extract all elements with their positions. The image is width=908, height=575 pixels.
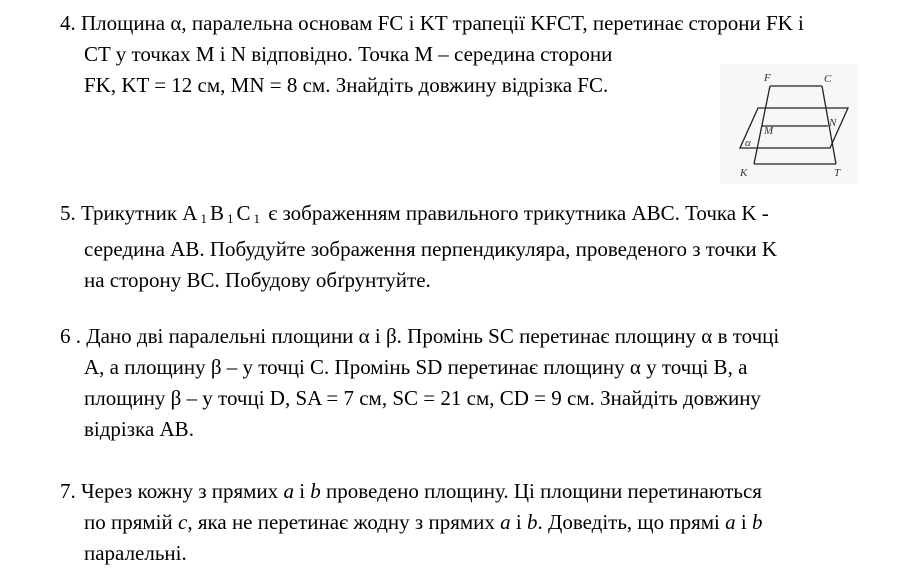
var-b: b bbox=[527, 510, 538, 534]
problem-5-line-2: середина AB. Побудуйте зображення перпендикуляра, проведеного з точки K bbox=[84, 237, 778, 261]
label-alpha: α bbox=[745, 137, 751, 149]
problem-7-text: і bbox=[510, 510, 527, 534]
problem-7-text: , яка не перетинає жодну з прямих bbox=[187, 510, 501, 534]
problem-7-text: і bbox=[735, 510, 752, 534]
problem-4-line-1: 4. Площина α, паралельна основам FC і KT трапеції KFCT, перетинає сторони FK і bbox=[60, 11, 804, 35]
subscript-1: 1 bbox=[226, 211, 234, 226]
problem-7-text: і bbox=[293, 479, 311, 503]
problem-4-line-2: CT у точках M і N відповідно. Точка M – середина сторони bbox=[84, 42, 613, 66]
problem-5-text-rest: є зображенням правильного трикутника ABC. Точка K - bbox=[262, 201, 769, 225]
var-b: b bbox=[751, 510, 763, 534]
subscript-1: 1 bbox=[253, 211, 260, 226]
problem-5-text-c: C bbox=[236, 201, 251, 225]
figure-background bbox=[720, 64, 858, 184]
problem-5 bbox=[60, 198, 777, 296]
label-k: K bbox=[740, 167, 748, 179]
var-a: a bbox=[725, 510, 736, 534]
problem-7-text: по прямій bbox=[84, 510, 178, 534]
label-c: C bbox=[824, 73, 832, 85]
problem-5-line-3: на сторону BC. Побудову обґрунтуйте. bbox=[84, 268, 431, 292]
subscript-1: 1 bbox=[200, 211, 207, 226]
problem-7-text: 7. Через кожну з прямих bbox=[60, 479, 284, 503]
var-c: c bbox=[178, 510, 188, 534]
problem-5-text-a: 5. Трикутник A bbox=[60, 201, 198, 225]
label-m: M bbox=[764, 125, 774, 137]
problem-7-text: проведено площину. Ці площини перетинаються bbox=[320, 479, 762, 503]
problem-7 bbox=[60, 476, 762, 569]
problem-5-line-1 bbox=[60, 198, 777, 234]
trapezoid-plane-figure bbox=[720, 64, 858, 184]
var-b: b bbox=[310, 479, 321, 503]
problem-7-text: . Доведіть, що прямі bbox=[537, 510, 726, 534]
problem-6 bbox=[60, 321, 779, 445]
var-a: a bbox=[500, 510, 511, 534]
label-t: T bbox=[834, 167, 841, 179]
problem-5-text-b: B bbox=[209, 201, 224, 225]
problem-6-line-4: відрізка AB. bbox=[84, 417, 194, 441]
problem-6-line-3: площину β – у точці D, SA = 7 см, SC = 21 см, CD = 9 см. Знайдіть довжину bbox=[84, 386, 761, 410]
problem-6-line-1: 6 . Дано дві паралельні площини α і β. Промінь SC перетинає площину α в точці bbox=[60, 324, 780, 348]
problem-4-line-3: FK, KT = 12 см, MN = 8 см. Знайдіть довжину відрізка FC. bbox=[84, 73, 609, 97]
label-n: N bbox=[829, 117, 837, 129]
label-f: F bbox=[764, 72, 771, 84]
var-a: a bbox=[283, 479, 294, 503]
problem-4 bbox=[60, 8, 804, 101]
problem-7-line-1 bbox=[60, 476, 762, 507]
problem-7-line-2 bbox=[60, 507, 762, 538]
problem-7-line-3: паралельні. bbox=[84, 541, 187, 565]
problem-6-line-2: A, а площину β – у точці C. Промінь SD перетинає площину α у точці B, а bbox=[84, 355, 748, 379]
